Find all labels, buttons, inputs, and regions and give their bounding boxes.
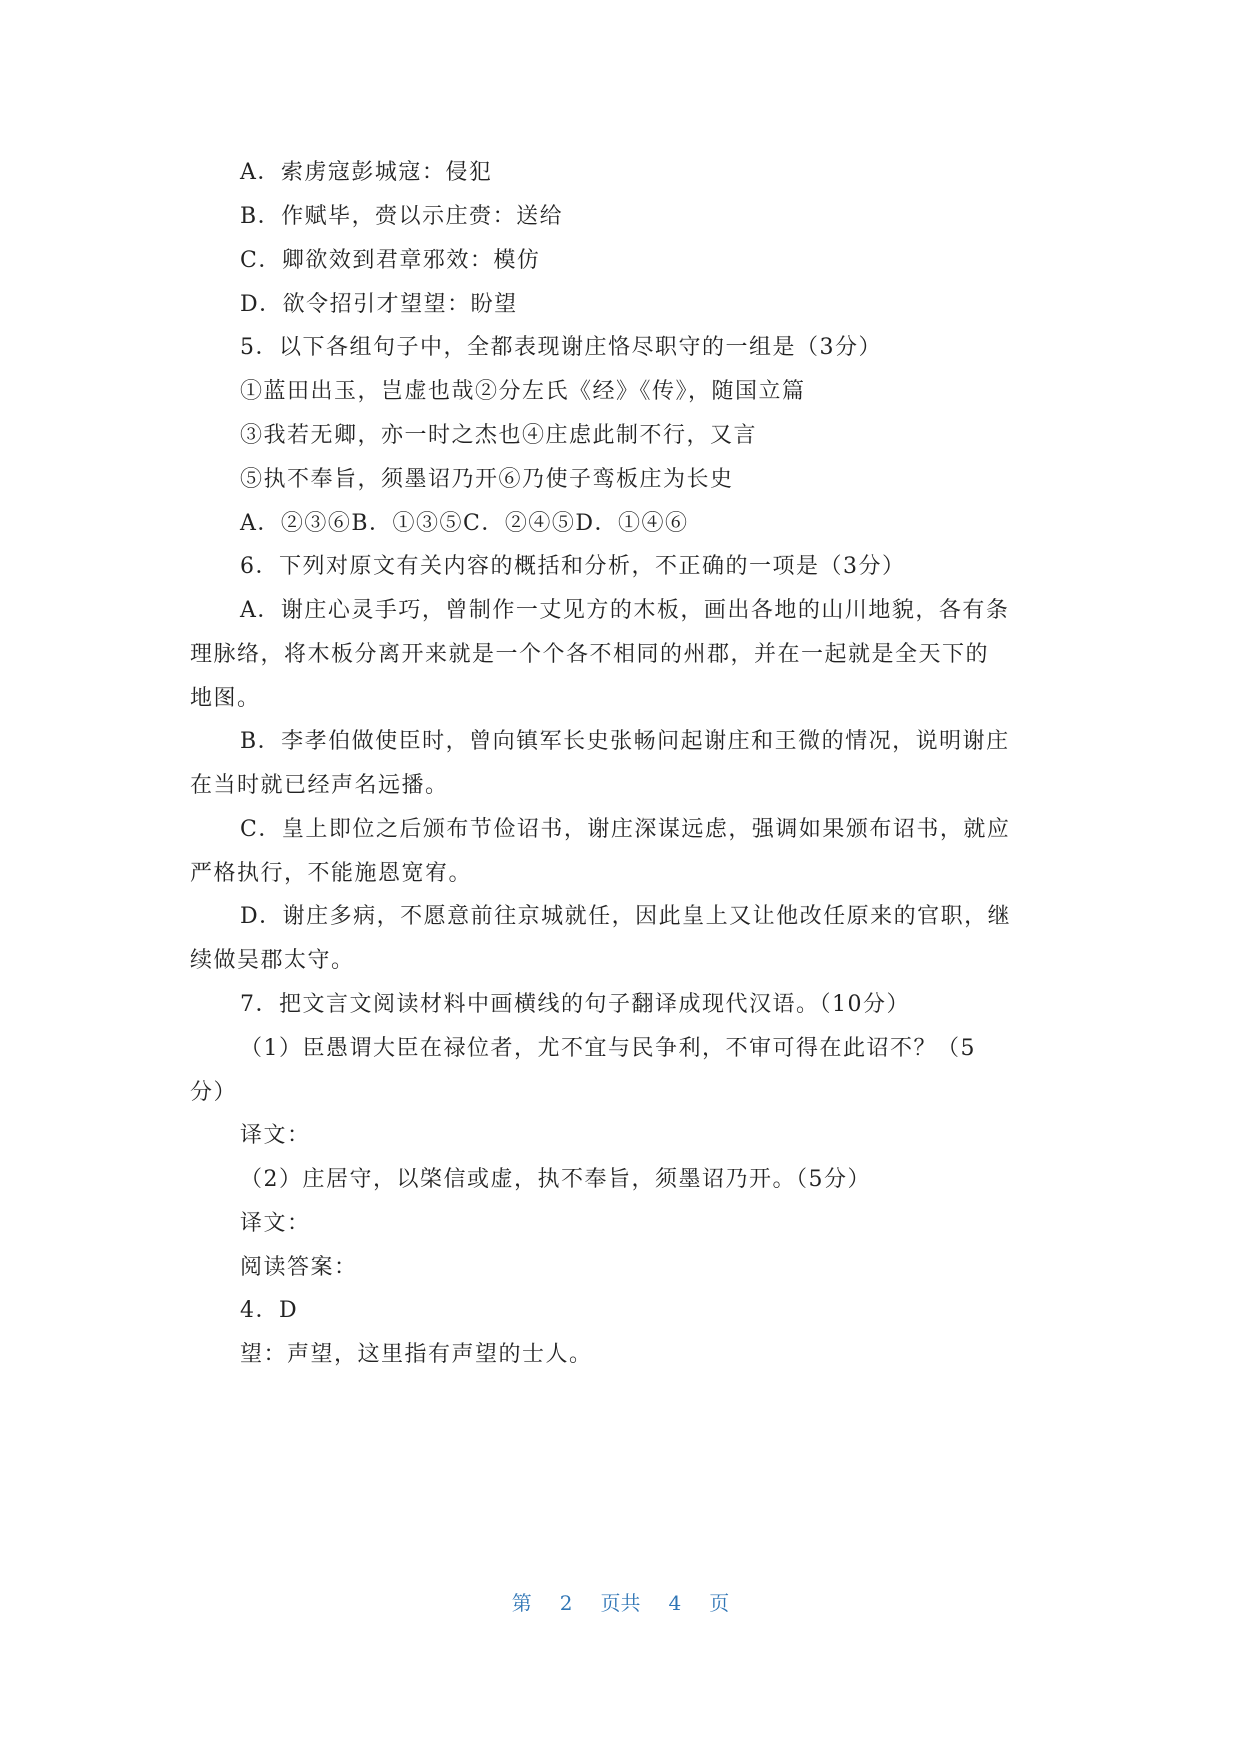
q6-option-a-end: 地图。 <box>190 686 261 711</box>
question-7: 7．把文言文阅读材料中画横线的句子翻译成现代汉语。（10分） <box>240 992 910 1017</box>
question-5: 5．以下各组句子中，全都表现谢庄恪尽职守的一组是（3分） <box>240 335 882 360</box>
option-c-line: C．卿欲效到君章邪效：模仿 <box>240 248 541 273</box>
footer-page-number: 2 <box>559 1591 573 1615</box>
q6-option-b-end: 在当时就已经声名远播。 <box>190 773 449 798</box>
translation-label-2: 译文： <box>240 1211 311 1236</box>
option-b-line: B．作赋毕，赍以示庄赍：送给 <box>240 204 564 229</box>
answers-heading: 阅读答案： <box>240 1255 358 1280</box>
option-d-line: D．欲令招引才望望：盼望 <box>240 292 518 317</box>
q6-option-a-cont: 理脉络，将木板分离开来就是一个个各不相同的州郡，并在一起就是全天下的 <box>190 642 990 667</box>
question-6: 6．下列对原文有关内容的概括和分析，不正确的一项是（3分） <box>240 554 906 579</box>
footer-suffix: 页 <box>709 1591 730 1615</box>
option-a-line: A．索虏寇彭城寇：侵犯 <box>240 160 493 185</box>
q6-option-d: D．谢庄多病，不愿意前往京城就任，因此皇上又让他改任原来的官职，继 <box>240 904 1012 929</box>
q5-sentences-5-6: ⑤执不奉旨，须墨诏乃开⑥乃使子鸾板庄为长史 <box>240 467 734 492</box>
footer-middle: 页共 <box>600 1591 641 1615</box>
q7-sentence-1-end: 分） <box>190 1080 238 1105</box>
q5-options: A．②③⑥B．①③⑤C．②④⑤D．①④⑥ <box>240 511 689 536</box>
footer-prefix: 第 <box>511 1591 532 1615</box>
q6-option-d-end: 续做吴郡太守。 <box>190 948 355 973</box>
answer-4-explanation: 望：声望，这里指有声望的士人。 <box>240 1342 593 1367</box>
q6-option-a: A．谢庄心灵手巧，曾制作一丈见方的木板，画出各地的山川地貌，各有条 <box>240 598 1010 623</box>
footer-total-pages: 4 <box>668 1591 682 1615</box>
q6-option-c-end: 严格执行，不能施恩宽宥。 <box>190 861 473 886</box>
translation-label-1: 译文： <box>240 1123 311 1148</box>
page-footer <box>0 1589 1241 1617</box>
answer-4: 4．D <box>240 1298 299 1323</box>
q6-option-b: B．李孝伯做使臣时，曾向镇军长史张畅问起谢庄和王微的情况，说明谢庄 <box>240 729 1010 754</box>
q7-sentence-2: （2）庄居守，以棨信或虚，执不奉旨，须墨诏乃开。（5分） <box>240 1167 871 1192</box>
q7-sentence-1: （1）臣愚谓大臣在禄位者，尤不宜与民争利，不审可得在此诏不？（5 <box>240 1036 976 1061</box>
q5-sentences-3-4: ③我若无卿，亦一时之杰也④庄虑此制不行，又言 <box>240 423 758 448</box>
q6-option-c: C．皇上即位之后颁布节俭诏书，谢庄深谋远虑，强调如果颁布诏书，就应 <box>240 817 1011 842</box>
q5-sentences-1-2: ①蓝田出玉，岂虚也哉②分左氏《经》《传》，随国立篇 <box>240 379 806 404</box>
